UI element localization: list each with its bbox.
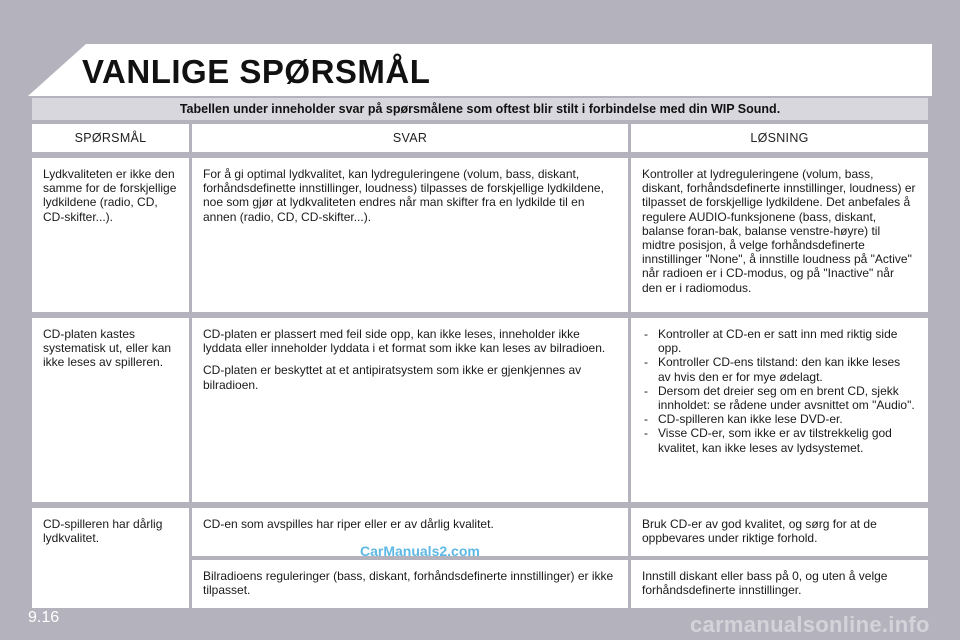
page-number: 9.16: [28, 609, 60, 626]
row-2-question: [32, 318, 189, 502]
row-1-answer: [192, 158, 628, 312]
row-2-solution-list: [642, 327, 916, 455]
row-1-solution: [631, 158, 928, 312]
header-solution: LØSNING: [631, 124, 928, 152]
list-item: - CD-spilleren kan ikke lese DVD-er.: [642, 412, 916, 426]
watermark-carmanualsonline: carmanualsonline.info: [690, 612, 930, 637]
row-2-answer: [192, 318, 628, 502]
row-1-solution-text: Kontroller at lydreguleringene (volum, bass, diskant, forhåndsdefinerte innstillinger, loudness) er tilpasset de forskjellige lydkildene. Det anbefales å regulere AUDIO-funksjonene (bass, diskant, balanse foran-bak, balanse venstre-høyre) til midtre posisjon, å velge forhåndsdefinerte innstillinger "None", å innstille loudness på "Active" når radioen er i CD-modus, og på "Inactive" når den er i radiomodus.: [642, 167, 916, 295]
row-3b-solution-text: Innstill diskant eller bass på 0, og uten å velge forhåndsdefinerte innstillinger.: [642, 569, 888, 598]
watermark-carmanuals2: CarManuals2.com: [360, 543, 480, 559]
row-3b-solution: [631, 560, 928, 608]
row-1-answer-text: For å gi optimal lydkvalitet, kan lydreguleringene (volum, bass, diskant, forhåndsdefinette innstillinger, loudness) tilpasses de forskjellige lydkildene, noe som gjør at lydkvaliteten endres når man skifter fra en lydkilde til en annen (radio, CD, CD-skifter...).: [203, 167, 604, 224]
row-2-solution: [631, 318, 928, 502]
row-2-question-text: CD-platen kastes systematisk ut, eller kan ikke leses av spilleren.: [43, 327, 172, 370]
list-item: - Visse CD-er, som ikke er av tilstrekkelig god kvalitet, kan ikke leses av lydsystemet.: [642, 426, 916, 454]
row-2-answer-text-2: CD-platen er beskyttet at et antipiratsystem som ikke er gjenkjennes av bilradioen.: [203, 363, 582, 392]
row-3a-solution: [631, 508, 928, 556]
page-title: VANLIGE SPØRSMÅL: [82, 53, 431, 90]
header-answer: SVAR: [192, 124, 628, 152]
row-3-question-text: CD-spilleren har dårlig lydkvalitet.: [43, 517, 163, 546]
row-3b-answer-text: Bilradioens reguleringer (bass, diskant, forhåndsdefinerte innstillinger) er ikke tilpasset.: [203, 569, 614, 598]
row-3a-solution-text: Bruk CD-er av god kvalitet, og sørg for at de oppbevares under riktige forhold.: [642, 517, 877, 546]
row-1-question: [32, 158, 189, 312]
header-question: SPØRSMÅL: [32, 124, 189, 152]
row-3a-answer-text: CD-en som avspilles har riper eller er av dårlig kvalitet.: [203, 517, 494, 531]
page-subtitle: Tabellen under inneholder svar på spørsmålene som oftest blir stilt i forbindelse med din WIP Sound.: [179, 102, 781, 116]
row-2-answer-text-1: CD-platen er plassert med feil side opp, kan ikke leses, inneholder ikke lyddata eller inneholder lyddata i et format som ikke kan leses av bilradioen.: [203, 327, 606, 356]
row-3-question: [32, 508, 189, 608]
row-1-question-text: Lydkvaliteten er ikke den samme for de forskjellige lydkildene (radio, CD, CD-skifter...).: [43, 167, 177, 224]
row-3b-answer: [192, 560, 628, 608]
list-item: - Kontroller at CD-en er satt inn med riktig side opp.: [642, 327, 916, 355]
list-item: - Kontroller CD-ens tilstand: den kan ikke leses av hvis den er for mye ødelagt.: [642, 355, 916, 383]
list-item: - Dersom det dreier seg om en brent CD, sjekk innholdet: se rådene under avsnittet om "Audio".: [642, 384, 916, 412]
